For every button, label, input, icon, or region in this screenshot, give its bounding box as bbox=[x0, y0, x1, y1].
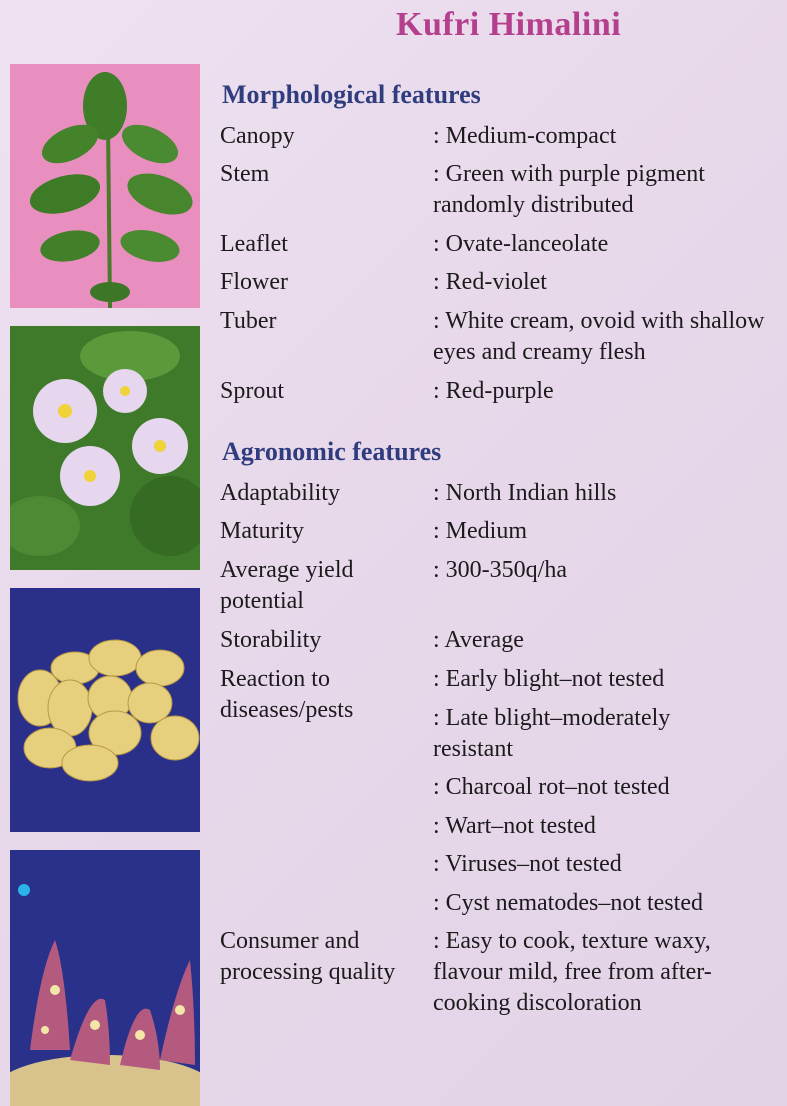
row-label: Average yield potential bbox=[220, 557, 354, 614]
row-value: : Easy to cook, texture waxy, flavour mild, free from after-cooking discoloration bbox=[433, 928, 712, 1016]
row-value: : Medium bbox=[433, 518, 527, 544]
row-label: Maturity bbox=[220, 518, 304, 544]
row-label: Reaction to diseases/pests bbox=[220, 666, 354, 723]
row-value: : Green with purple pigment randomly distributed bbox=[433, 161, 705, 218]
row-value: : White cream, ovoid with shallow eyes and creamy flesh bbox=[433, 308, 765, 365]
potato-tuber-photo bbox=[10, 588, 200, 832]
row-label: Canopy bbox=[220, 123, 295, 149]
agronomic-heading: Agronomic features bbox=[222, 437, 442, 466]
row-label: Consumer and processing quality bbox=[220, 928, 396, 985]
row-label: Adaptability bbox=[220, 480, 340, 506]
row-value: : Ovate-lanceolate bbox=[433, 231, 609, 257]
potato-flower-photo bbox=[10, 326, 200, 570]
row-value: : Red-purple bbox=[433, 378, 554, 404]
row-value: : Late blight–moderately resistant bbox=[433, 705, 671, 762]
row-value: : Average bbox=[433, 627, 524, 653]
row-value: : Wart–not tested bbox=[433, 813, 596, 839]
row-value: : Red-violet bbox=[433, 269, 547, 295]
morphological-heading: Morphological features bbox=[222, 80, 481, 109]
row-value: : Charcoal rot–not tested bbox=[433, 774, 670, 800]
row-value: : Viruses–not tested bbox=[433, 851, 622, 877]
row-label: Flower bbox=[220, 269, 288, 295]
page-title: Kufri Himalini bbox=[396, 6, 622, 43]
potato-sprout-photo bbox=[10, 850, 200, 1106]
row-value: : Cyst nematodes–not tested bbox=[433, 890, 703, 916]
row-value: : 300-350q/ha bbox=[433, 557, 567, 583]
potato-leaf-photo bbox=[10, 64, 200, 308]
row-value: : Early blight–not tested bbox=[433, 666, 665, 692]
row-label: Storability bbox=[220, 627, 322, 653]
row-value: : Medium-compact bbox=[433, 123, 617, 149]
row-label: Leaflet bbox=[220, 231, 288, 257]
row-label: Stem bbox=[220, 161, 270, 187]
row-label: Sprout bbox=[220, 378, 285, 404]
row-label: Tuber bbox=[220, 308, 277, 334]
row-value: : North Indian hills bbox=[433, 480, 617, 506]
